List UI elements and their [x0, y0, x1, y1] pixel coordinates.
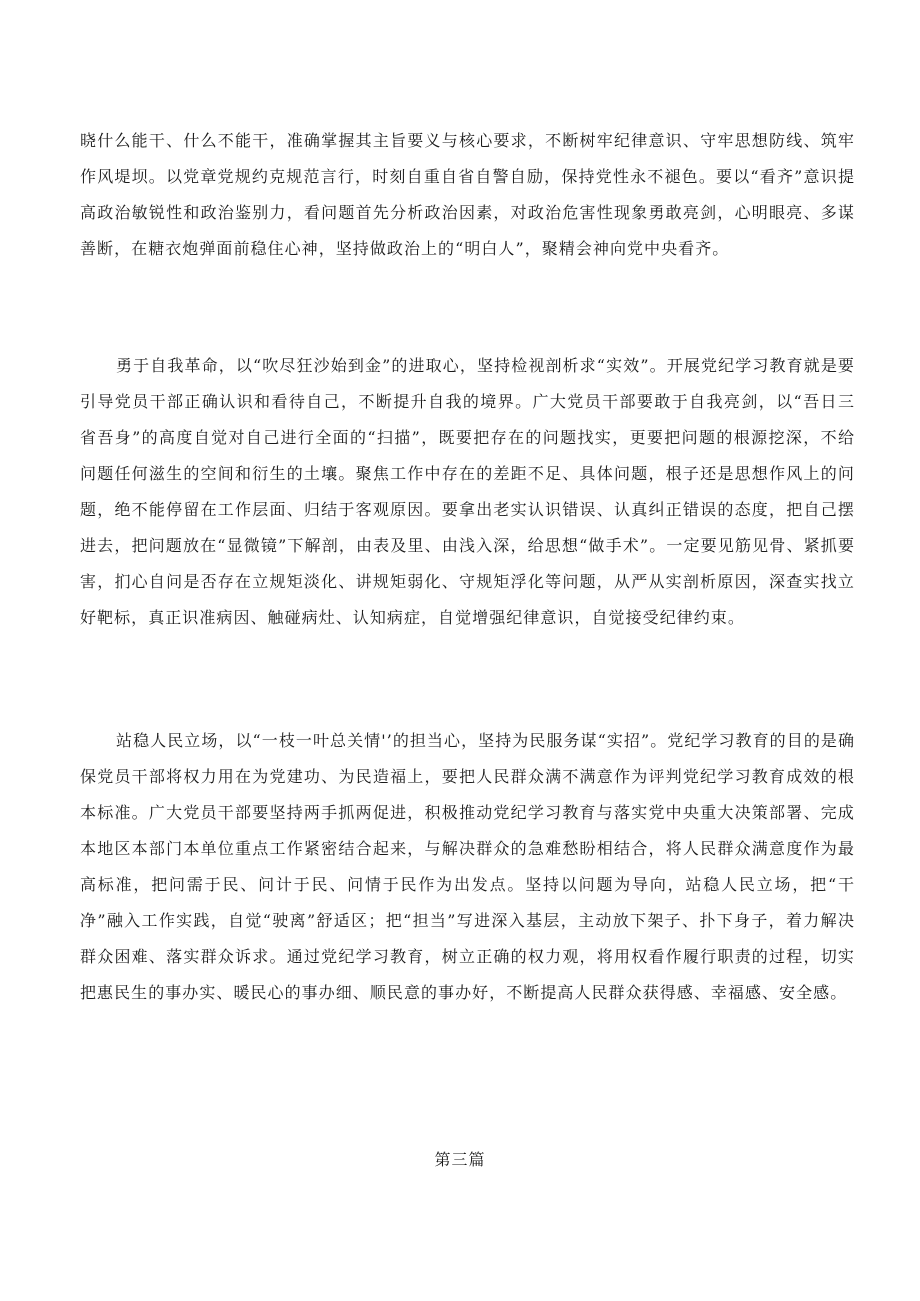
paragraph-continuation: 晓什么能干、什么不能干，准确掌握其主旨要义与核心要求，不断树牢纪律意识、守牢思想防线、筑牢作风堤坝。以党章党规约克规范言行，时刻自重自省自警自励，保持党性永不褪色。要以“看齐”意识提高政治敏锐性和政治鉴别力，看问题首先分析政治因素，对政治危害性现象勇敢亮剑，心明眼亮、多谋善断，在糖衣炮弹面前稳住心神，坚持做政治上的“明白人”，聚精会神向党中央看齐。: [80, 131, 855, 258]
paragraph-people-stance: 站稳人民立场，以“一枝一叶总关情'’的担当心，坚持为民服务谋“实招”。党纪学习教育的目的是确保党员干部将权力用在为党建功、为民造福上，要把人民群众满不满意作为评判党纪学习教育成效的根本标准。广大党员干部要坚持两手抓两促进，积极推动党纪学习教育与落实党中央重大决策部署、完成本地区本部门本单位重点工作紧密结合起来，与解决群众的急难愁盼相结合，将人民群众满意度作为最高标准，把问需于民、问计于民、问情于民作为出发点。坚持以问题为导向，站稳人民立场，把“干净”融入工作实践，自觉“驶离”舒适区；把“担当”写进深入基层，主动放下架子、扑下身子，着力解决群众困难、落实群众诉求。通过党纪学习教育，树立正确的权力观，将用权看作履行职责的过程，切实把惠民生的事办实、暖民心的事办细、顺民意的事办好，不断提高人民群众获得感、幸福感、安全感。: [80, 731, 855, 1002]
paragraph-self-revolution: 勇于自我革命，以“吹尽狂沙始到金”的进取心，坚持检视剖析求“实效”。开展党纪学习教育就是要引导党员干部正确认识和看待自己，不断提升自我的境界。广大党员干部要敢于自我亮剑，以“吾日三省吾身”的高度自觉对自己进行全面的“扫描”，既要把存在的问题找实，更要把问题的根源挖深，不给问题任何滋生的空间和衍生的土壤。聚焦工作中存在的差距不足、具体问题，根子还是思想作风上的问题，绝不能停留在工作层面、归结于客观原因。要拿出老实认识错误、认真纠正错误的态度，把自己摆进去，把问题放在“显微镜”下解剖，由表及里、由浅入深，给思想“做手术”。一定要见筋见骨、紧抓要害，扪心自问是否存在立规矩淡化、讲规矩弱化、守规矩浮化等问题，从严从实剖析原因，深查实找立好靶标，真正识准病因、触碰病灶、认知病症，自觉增强纪律意识，自觉接受纪律约束。: [80, 356, 855, 627]
section-heading: 第三篇: [434, 1150, 486, 1169]
